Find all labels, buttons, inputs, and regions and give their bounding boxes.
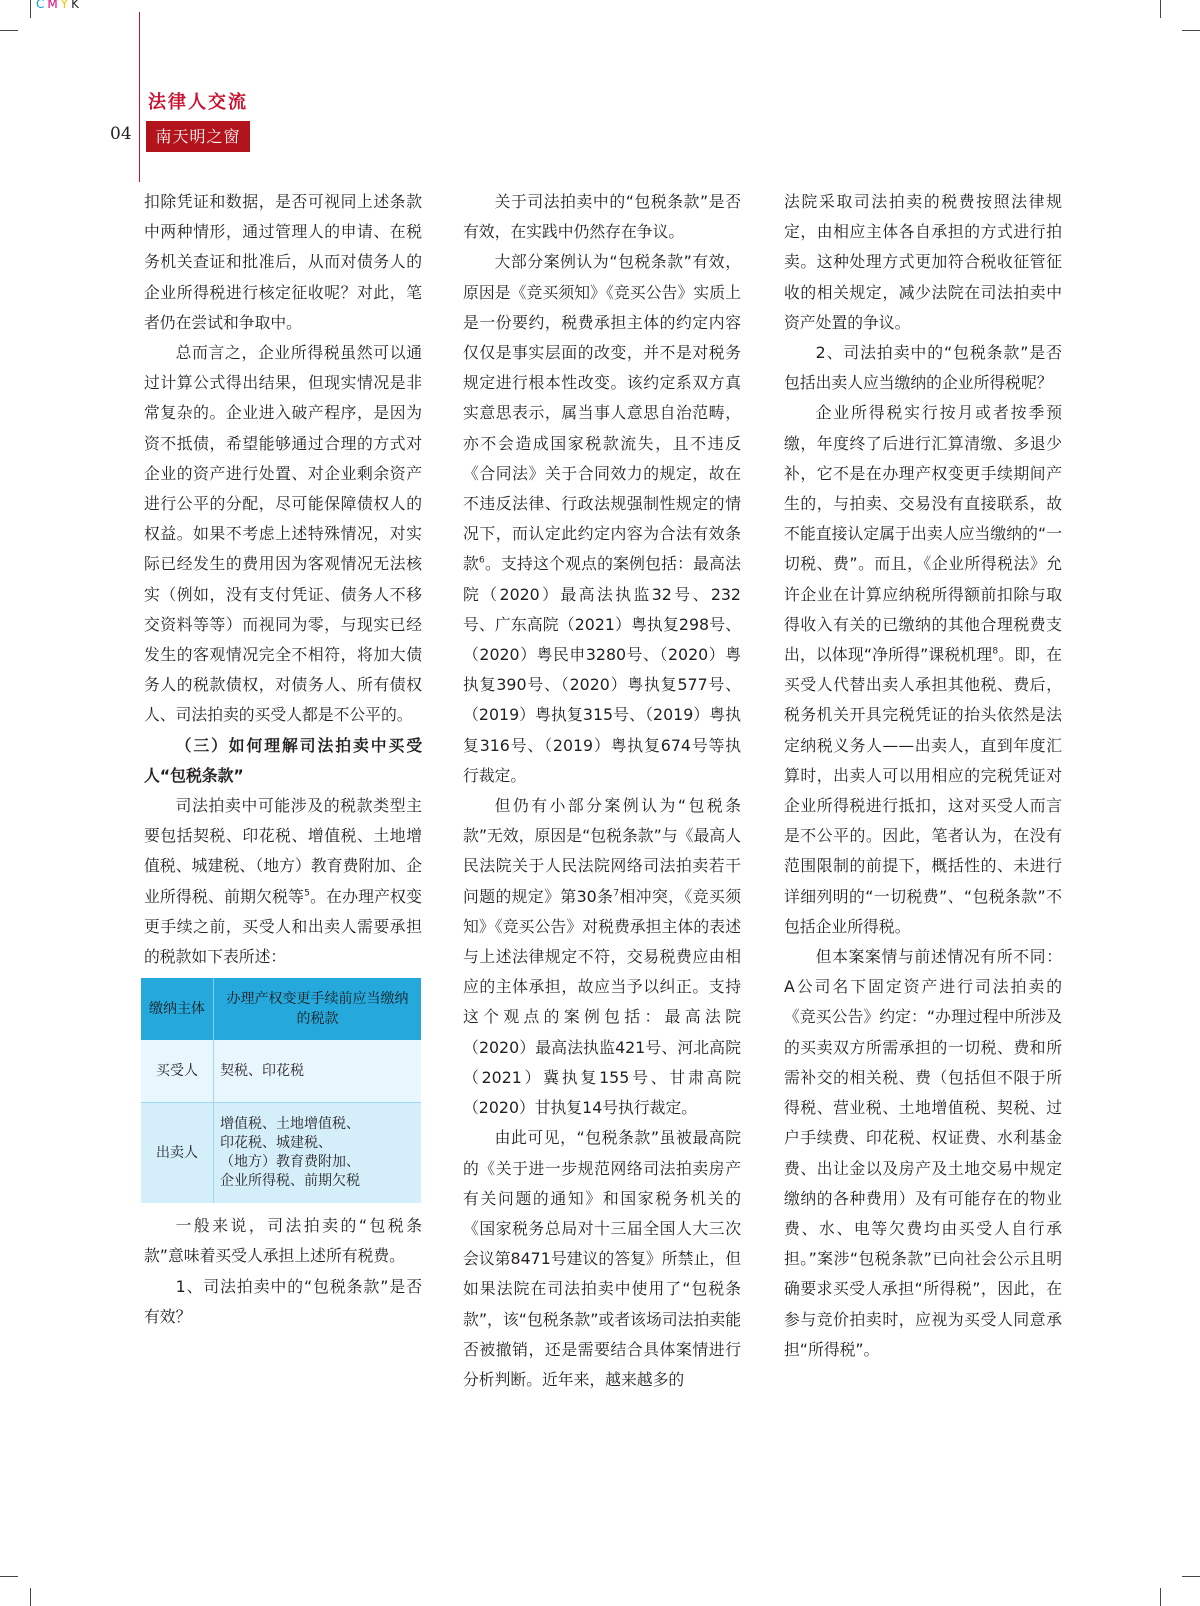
page-number: 04 xyxy=(110,124,132,144)
paragraph-text: 司法拍卖中可能涉及的税款类型主要包括契税、印花税、增值税、土地增值税、城建税、（地方）教育费附加、企业所得税、前期欠税等 xyxy=(144,796,422,906)
paragraph: 一般来说，司法拍卖的“包税条款”意味着买受人承担上述所有税费。 xyxy=(144,1216,422,1266)
paragraph: 2、司法拍卖中的“包税条款”是否包括出卖人应当缴纳的企业所得税呢？ xyxy=(784,343,1062,393)
table-row xyxy=(141,1103,421,1204)
crop-mark xyxy=(1182,1576,1200,1577)
paragraph-text: 但仍有小部分案例认为“包税条款”无效，原因是“包税条款”与《最高人民法院关于人民法院网络司法拍卖若干问题的规定》第30条 xyxy=(463,796,741,906)
crop-mark xyxy=(30,1588,31,1606)
section-title: 法律人交流 xyxy=(148,92,248,113)
cmyk-k: K xyxy=(71,0,82,11)
footnote-ref: 8 xyxy=(992,646,999,657)
footnote-ref: 5 xyxy=(304,888,310,899)
crop-mark xyxy=(1160,1588,1161,1606)
paragraph-text: 企业所得税实行按月或者按季预缴，年度终了后进行汇算清缴、多退少补，它不是在办理产权变更手续期间产生的，与拍卖、交易没有直接联系，故不能直接认定属于出卖人应当缴纳的“一切税、费”。而且，《企业所得税法》允许企业在计算应纳税所得额前扣除与取得收入有关的已缴纳的其他合理税费支出，以体现“净所得”课税机理 xyxy=(784,403,1062,665)
table-row xyxy=(141,1040,421,1103)
tax-table xyxy=(141,978,421,1203)
crop-mark xyxy=(1160,0,1161,18)
text-column-2 xyxy=(463,187,741,1395)
table-cell-subject: 买受人 xyxy=(141,1040,214,1103)
crop-mark xyxy=(0,1576,18,1577)
paragraph: 但本案案情与前述情况有所不同：A公司名下固定资产进行司法拍卖的《竞买公告》约定：“办理过程中所涉及的买卖双方所需承担的一切税、费和所需补交的相关税、费（包括但不限于所得税、营业税、土地增值税、契税、过户手续费、印花税、权证费、水利基金费、出让金以及房产及土地交易中规定缴纳的各种费用）及有可能存在的物业费、水、电等欠费均由买受人自行承担。”案涉“包税条款”已向社会公示且明确要求买受人承担“所得税”，因此，在参与竞价拍卖时，应视为买受人同意承担“所得税”。 xyxy=(784,947,1062,1359)
paragraph xyxy=(784,398,1062,942)
paragraph-text: 。支持这个观点的案例包括：最高法院（2020）最高法执监32号、232号、广东高院（2021）粤执复298号、（2020）粤民申3280号、（2020）粤执复390号、（2020）粤执复577号、（2019）粤执复315号、（2019）粤执复316号、（2019）粤执复674号等执行裁定。 xyxy=(463,554,741,785)
paragraph-text: 。在办理产权变更手续之前，买受人和出卖人需要承担的税款如下表所述： xyxy=(144,886,422,967)
table-header-taxes: 办理产权变更手续前应当缴纳的税款 xyxy=(214,978,422,1040)
table-cell-taxes xyxy=(214,1103,422,1204)
section-heading: （三）如何理解司法拍卖中买受人“包税条款” xyxy=(144,735,422,785)
text-column-3 xyxy=(784,187,1062,1365)
paragraph: 总而言之，企业所得税虽然可以通过计算公式得出结果，但现实情况是非常复杂的。企业进入破产程序，是因为资不抵债，希望能够通过合理的方式对企业的资产进行处置、对企业剩余资产进行公平的分配，尽可能保障债权人的权益。如果不考虑上述特殊情况，对实际已经发生的费用因为客观情况无法核实（例如，没有支付凭证、债务人不移交资料等等）而视同为零，与现实已经发生的客观情况完全不相符，将加大债务人的税款债权，对债务人、所有债权人、司法拍卖的买受人都是不公平的。 xyxy=(144,343,422,725)
tax-line: 契税、印花税 xyxy=(220,1063,304,1080)
paragraph-text: 。即，在买受人代替出卖人承担其他税、费后，税务机关开具完税凭证的抬头依然是法定纳税义务人——出卖人，直到年度汇算时，出卖人可以用相应的完税凭证对企业所得税进行抵扣，这对买受人而言是不公平的。因此，笔者认为，在没有范围限制的前提下，概括性的、未进行详细列明的“一切税费”、“包税条款”不包括企业所得税。 xyxy=(784,645,1062,936)
cmyk-marks xyxy=(36,0,82,11)
paragraph: 1、司法拍卖中的“包税条款”是否有效？ xyxy=(144,1276,422,1326)
column-name-badge: 南天明之窗 xyxy=(146,121,250,152)
paragraph-text: 相冲突，《竞买须知》《竞买公告》对税费承担主体的表述与上述法律规定不符，交易税费应由相应的主体承担，故应当予以纠正。支持这个观点的案例包括：最高法院（2020）最高法执监421号、河北高院（2021）冀执复155号、甘肃高院（2020）甘执复14号执行裁定。 xyxy=(463,886,741,1118)
crop-mark xyxy=(0,30,18,31)
cmyk-y: Y xyxy=(60,0,72,11)
table-cell-subject: 出卖人 xyxy=(141,1103,214,1204)
footnote-ref: 7 xyxy=(613,888,620,899)
text-column-1 xyxy=(144,187,422,1332)
tax-line: 印花税、城建税、 xyxy=(220,1135,332,1152)
cmyk-m: M xyxy=(47,0,61,11)
table-header-row xyxy=(141,978,421,1040)
crop-mark xyxy=(1182,30,1200,31)
crop-mark xyxy=(30,0,31,18)
paragraph xyxy=(463,791,741,1123)
paragraph: 法院采取司法拍卖的税费按照法律规定，由相应主体各自承担的方式进行拍卖。这种处理方式更加符合税收征管征收的相关规定，减少法院在司法拍卖中资产处置的争议。 xyxy=(784,192,1062,332)
paragraph: 关于司法拍卖中的“包税条款”是否有效，在实践中仍然存在争议。 xyxy=(463,192,741,242)
paragraph xyxy=(144,791,422,972)
paragraph xyxy=(463,247,741,791)
paragraph-text: 大部分案例认为“包税条款”有效，原因是《竞买须知》《竞买公告》实质上是一份要约，税费承担主体的约定内容仅仅是事实层面的改变，并不是对税务规定进行根本性改变。该约定系双方真实意思表示，属当事人意思自治范畴，亦不会造成国家税款流失，且不违反《合同法》关于合同效力的规定，故在不违反法律、行政法规强制性规定的情况下，而认定此约定内容为合法有效条款 xyxy=(463,252,741,574)
tax-line: （地方）教育费附加、 xyxy=(220,1154,360,1171)
table-header-subject: 缴纳主体 xyxy=(141,978,214,1040)
paragraph: 扣除凭证和数据，是否可视同上述条款中两种情形，通过管理人的申请、在税务机关查证和批准后，从而对债务人的企业所得税进行核定征收呢？对此，笔者仍在尝试和争取中。 xyxy=(144,192,422,332)
paragraph: 由此可见，“包税条款”虽被最高院的《关于进一步规范网络司法拍卖房产有关问题的通知》和国家税务机关的《国家税务总局对十三届全国人大三次会议第8471号建议的答复》所禁止，但如果法院在司法拍卖中使用了“包税条款”，该“包税条款”或者该场司法拍卖能否被撤销，还是需要结合具体案情进行分析判断。近年来，越来越多的 xyxy=(463,1128,741,1389)
tax-line: 企业所得税、前期欠税 xyxy=(220,1173,360,1190)
table-cell-taxes xyxy=(214,1040,422,1103)
header-rule xyxy=(139,12,140,182)
tax-line: 增值税、土地增值税、 xyxy=(220,1116,360,1133)
footnote-ref: 6 xyxy=(479,556,485,567)
cmyk-c: C xyxy=(36,0,48,11)
